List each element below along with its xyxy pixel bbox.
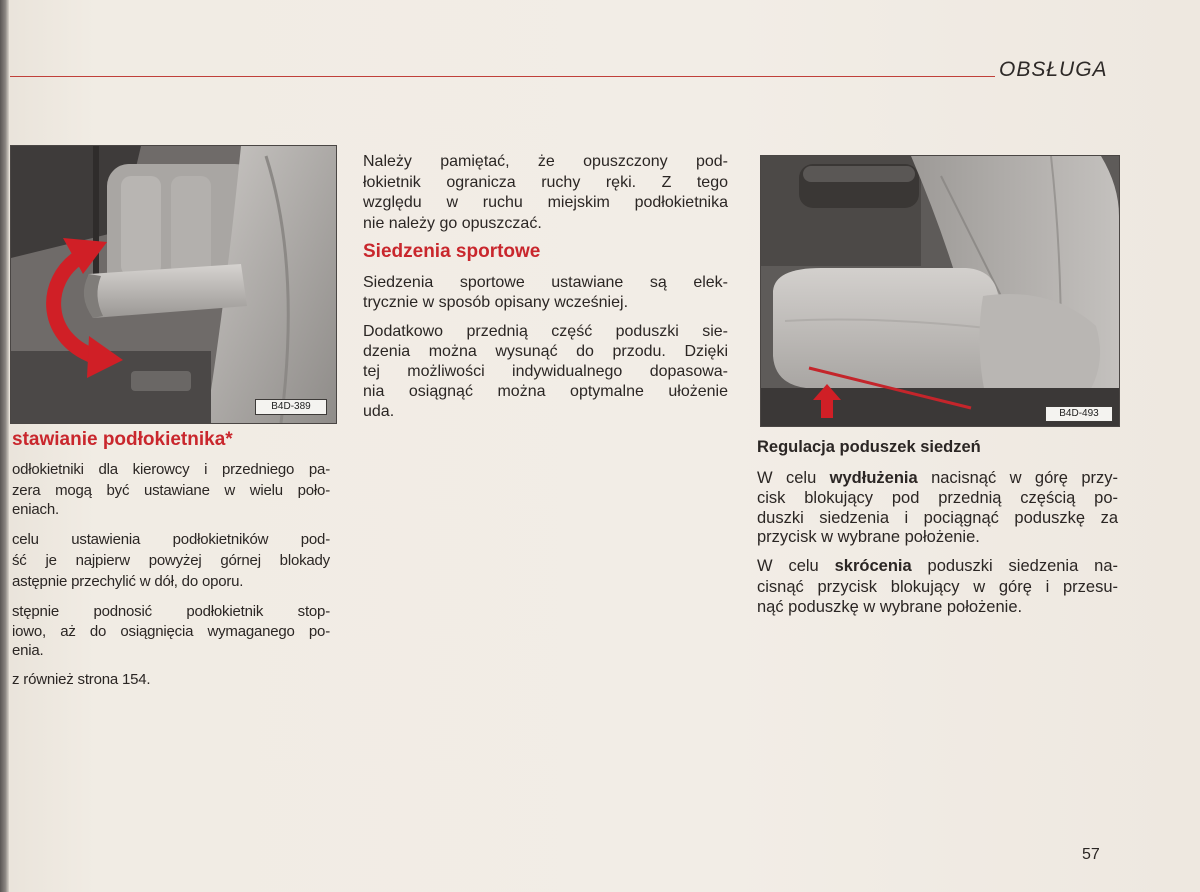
text-line: nie należy go opuszczać. bbox=[363, 215, 542, 232]
text-line: dzenia można wysunąć do przodu. Dzięki bbox=[363, 343, 728, 360]
text-line: uda. bbox=[363, 403, 395, 420]
text-line: zera mogą być ustawiane w wielu poło- bbox=[12, 482, 330, 499]
seat-cushion-figure bbox=[760, 155, 1120, 427]
seat-cushion-photo bbox=[761, 156, 1119, 426]
header-rule bbox=[10, 76, 995, 77]
text-segment: W celu bbox=[757, 469, 830, 487]
text-segment: W celu bbox=[757, 557, 835, 575]
emphasis-text: wydłużenia bbox=[829, 469, 918, 487]
figure-label: B4D-493 bbox=[1045, 406, 1113, 422]
text-line: nia osiągnąć można optymalne ułożenie bbox=[363, 383, 728, 400]
text-line bbox=[757, 556, 1118, 576]
text-line: Dodatkowo przednią część poduszki sie- bbox=[363, 323, 728, 340]
text-line: celu ustawienia podłokietników pod- bbox=[12, 531, 330, 548]
text-line: przycisk w wybrane położenie. bbox=[757, 528, 980, 546]
text-segment: poduszki siedzenia na- bbox=[911, 557, 1119, 575]
text-line: Siedzenia sportowe ustawiane są elek- bbox=[363, 274, 728, 291]
text-line: stępnie podnosić podłokietnik stop- bbox=[12, 603, 330, 620]
text-line bbox=[757, 468, 1118, 488]
text-line: łokietnik ogranicza ruchy ręki. Z tego bbox=[363, 174, 728, 191]
page-number: 57 bbox=[1082, 846, 1100, 863]
text-line: enia. bbox=[12, 642, 44, 659]
text-line: duszki siedzenia i pociągnąć poduszkę za bbox=[757, 509, 1118, 527]
armrest-figure bbox=[10, 145, 337, 424]
emphasis-text: skrócenia bbox=[834, 557, 912, 575]
text-line: cisk blokujący pod przednią częścią po- bbox=[757, 489, 1118, 507]
text-line: Należy pamiętać, że opuszczony pod- bbox=[363, 153, 728, 170]
figure-label: B4D-389 bbox=[255, 399, 327, 415]
text-line: trycznie w sposób opisany wcześniej. bbox=[363, 294, 629, 311]
text-line: astępnie przechylić w dół, do oporu. bbox=[12, 573, 244, 590]
text-line: tej możliwości indywidualnego dopasowa- bbox=[363, 363, 728, 380]
subsection-heading: Regulacja poduszek siedzeń bbox=[757, 438, 981, 456]
text-line: z również strona 154. bbox=[12, 671, 151, 688]
section-title: OBSŁUGA bbox=[999, 58, 1108, 81]
text-line: ść je najpierw powyżej górnej blokady bbox=[12, 552, 330, 569]
text-line: odłokietniki dla kierowcy i przedniego pa- bbox=[12, 461, 330, 478]
page-binding-edge bbox=[0, 0, 9, 892]
text-line: cisnąć przycisk blokujący w górę i przesu- bbox=[757, 578, 1118, 596]
section-heading: stawianie podłokietnika* bbox=[12, 429, 233, 450]
text-line: względu w ruchu miejskim podłokietnika bbox=[363, 194, 728, 211]
text-line: eniach. bbox=[12, 501, 59, 518]
text-line: iowo, aż do osiągnięcia wymaganego po- bbox=[12, 623, 330, 640]
armrest-photo bbox=[11, 146, 336, 423]
section-heading: Siedzenia sportowe bbox=[363, 241, 541, 262]
text-line: nąć poduszkę w wybrane położenie. bbox=[757, 598, 1023, 616]
text-segment: nacisnąć w górę przy- bbox=[917, 469, 1118, 487]
